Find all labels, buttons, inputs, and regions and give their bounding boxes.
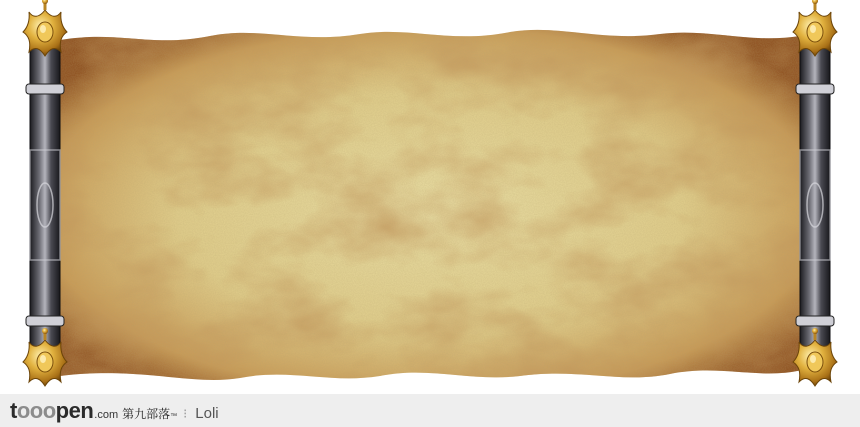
watermark-logo: tooopen	[10, 398, 94, 423]
left-rod	[23, 0, 67, 386]
watermark-domain: .com	[94, 409, 119, 421]
trademark-symbol: ™	[170, 413, 178, 420]
right-rod	[793, 0, 837, 386]
watermark-chinese-name: 第九部落	[122, 407, 171, 421]
watermark-separator: ⁝	[183, 406, 188, 421]
site-watermark	[10, 398, 219, 423]
watermark-author: Loli	[195, 405, 219, 422]
